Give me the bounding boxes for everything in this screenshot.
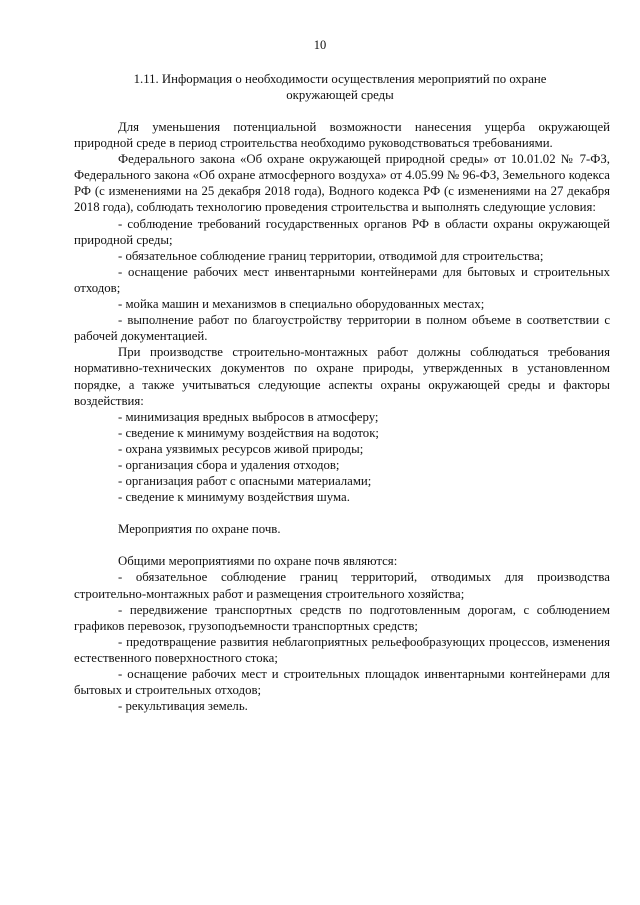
list-item: - организация сбора и удаления отходов;	[118, 457, 340, 472]
list-item: - оснащение рабочих мест и строительных площадок инвентарными контейнерами для бытовых и строительных отходов;	[74, 667, 610, 698]
list-item: - обязательное соблюдение границ территорий, отводимых для производства строительно-монтажных работ и размещения строительного хозяйства;	[74, 570, 610, 601]
list-item: - передвижение транспортных средств по подготовленным дорогам, с соблюдением графиков перевозок, грузоподъемности транспортных средств;	[74, 602, 610, 633]
subheading-soil: Мероприятия по охране почв.	[118, 522, 281, 537]
page-number: 10	[313, 38, 327, 52]
list-item: - охрана уязвимых ресурсов живой природы;	[118, 441, 364, 456]
list-item: - обязательное соблюдение границ территории, отводимой для строительства;	[118, 248, 544, 263]
list-item: - рекультивация земель.	[118, 699, 248, 714]
list-item: - предотвращение развития неблагоприятных рельефообразующих процессов, изменения естественного поверхностного стока;	[74, 634, 610, 665]
document-body	[74, 119, 610, 714]
list-item: - оснащение рабочих мест инвентарными контейнерами для бытовых и строительных отходов;	[74, 264, 610, 295]
section-heading: 1.11. Информация о необходимости осуществления мероприятий по охране окружающей среды	[133, 72, 547, 102]
paragraph-intro: Для уменьшения потенциальной возможности нанесения ущерба окружающей природной среде в период строительства необходимо руководствоваться требованиями.	[74, 120, 610, 151]
paragraph-laws: Федерального закона «Об охране окружающей природной среды» от 10.01.02 № 7-ФЗ, Федерального закона «Об охране атмосферного воздуха» от 4.05.99 № 96-ФЗ, Земельного кодекса РФ (с изменениями на 25 декабря 2018 года), Водного кодекса РФ (с изменениями на 27 декабря 2018 года), соблюдать технологию проведения строительства и выполнять следующие условия:	[74, 152, 610, 215]
list-item: - минимизация вредных выбросов в атмосферу;	[118, 409, 379, 424]
list-item: - организация работ с опасными материалами;	[118, 474, 372, 489]
list-item: - мойка машин и механизмов в специально оборудованных местах;	[118, 297, 485, 312]
list-item: - сведение к минимуму воздействия шума.	[118, 490, 350, 505]
list-item: - выполнение работ по благоустройству территории в полном объеме в соответствии с рабочей документацией.	[74, 313, 610, 344]
paragraph-requirements: При производстве строительно-монтажных работ должны соблюдаться требования нормативно-технических документов по охране природы, утвержденных в установленном порядке, а также учитываться следующие аспекты охраны окружающей среды и факторы воздействия:	[74, 345, 610, 408]
paragraph-soil-intro: Общими мероприятиями по охране почв являются:	[118, 554, 398, 569]
list-item: - соблюдение требований государственных органов РФ в области охраны окружающей природной среды;	[74, 216, 610, 247]
list-item: - сведение к минимуму воздействия на водоток;	[118, 425, 379, 440]
